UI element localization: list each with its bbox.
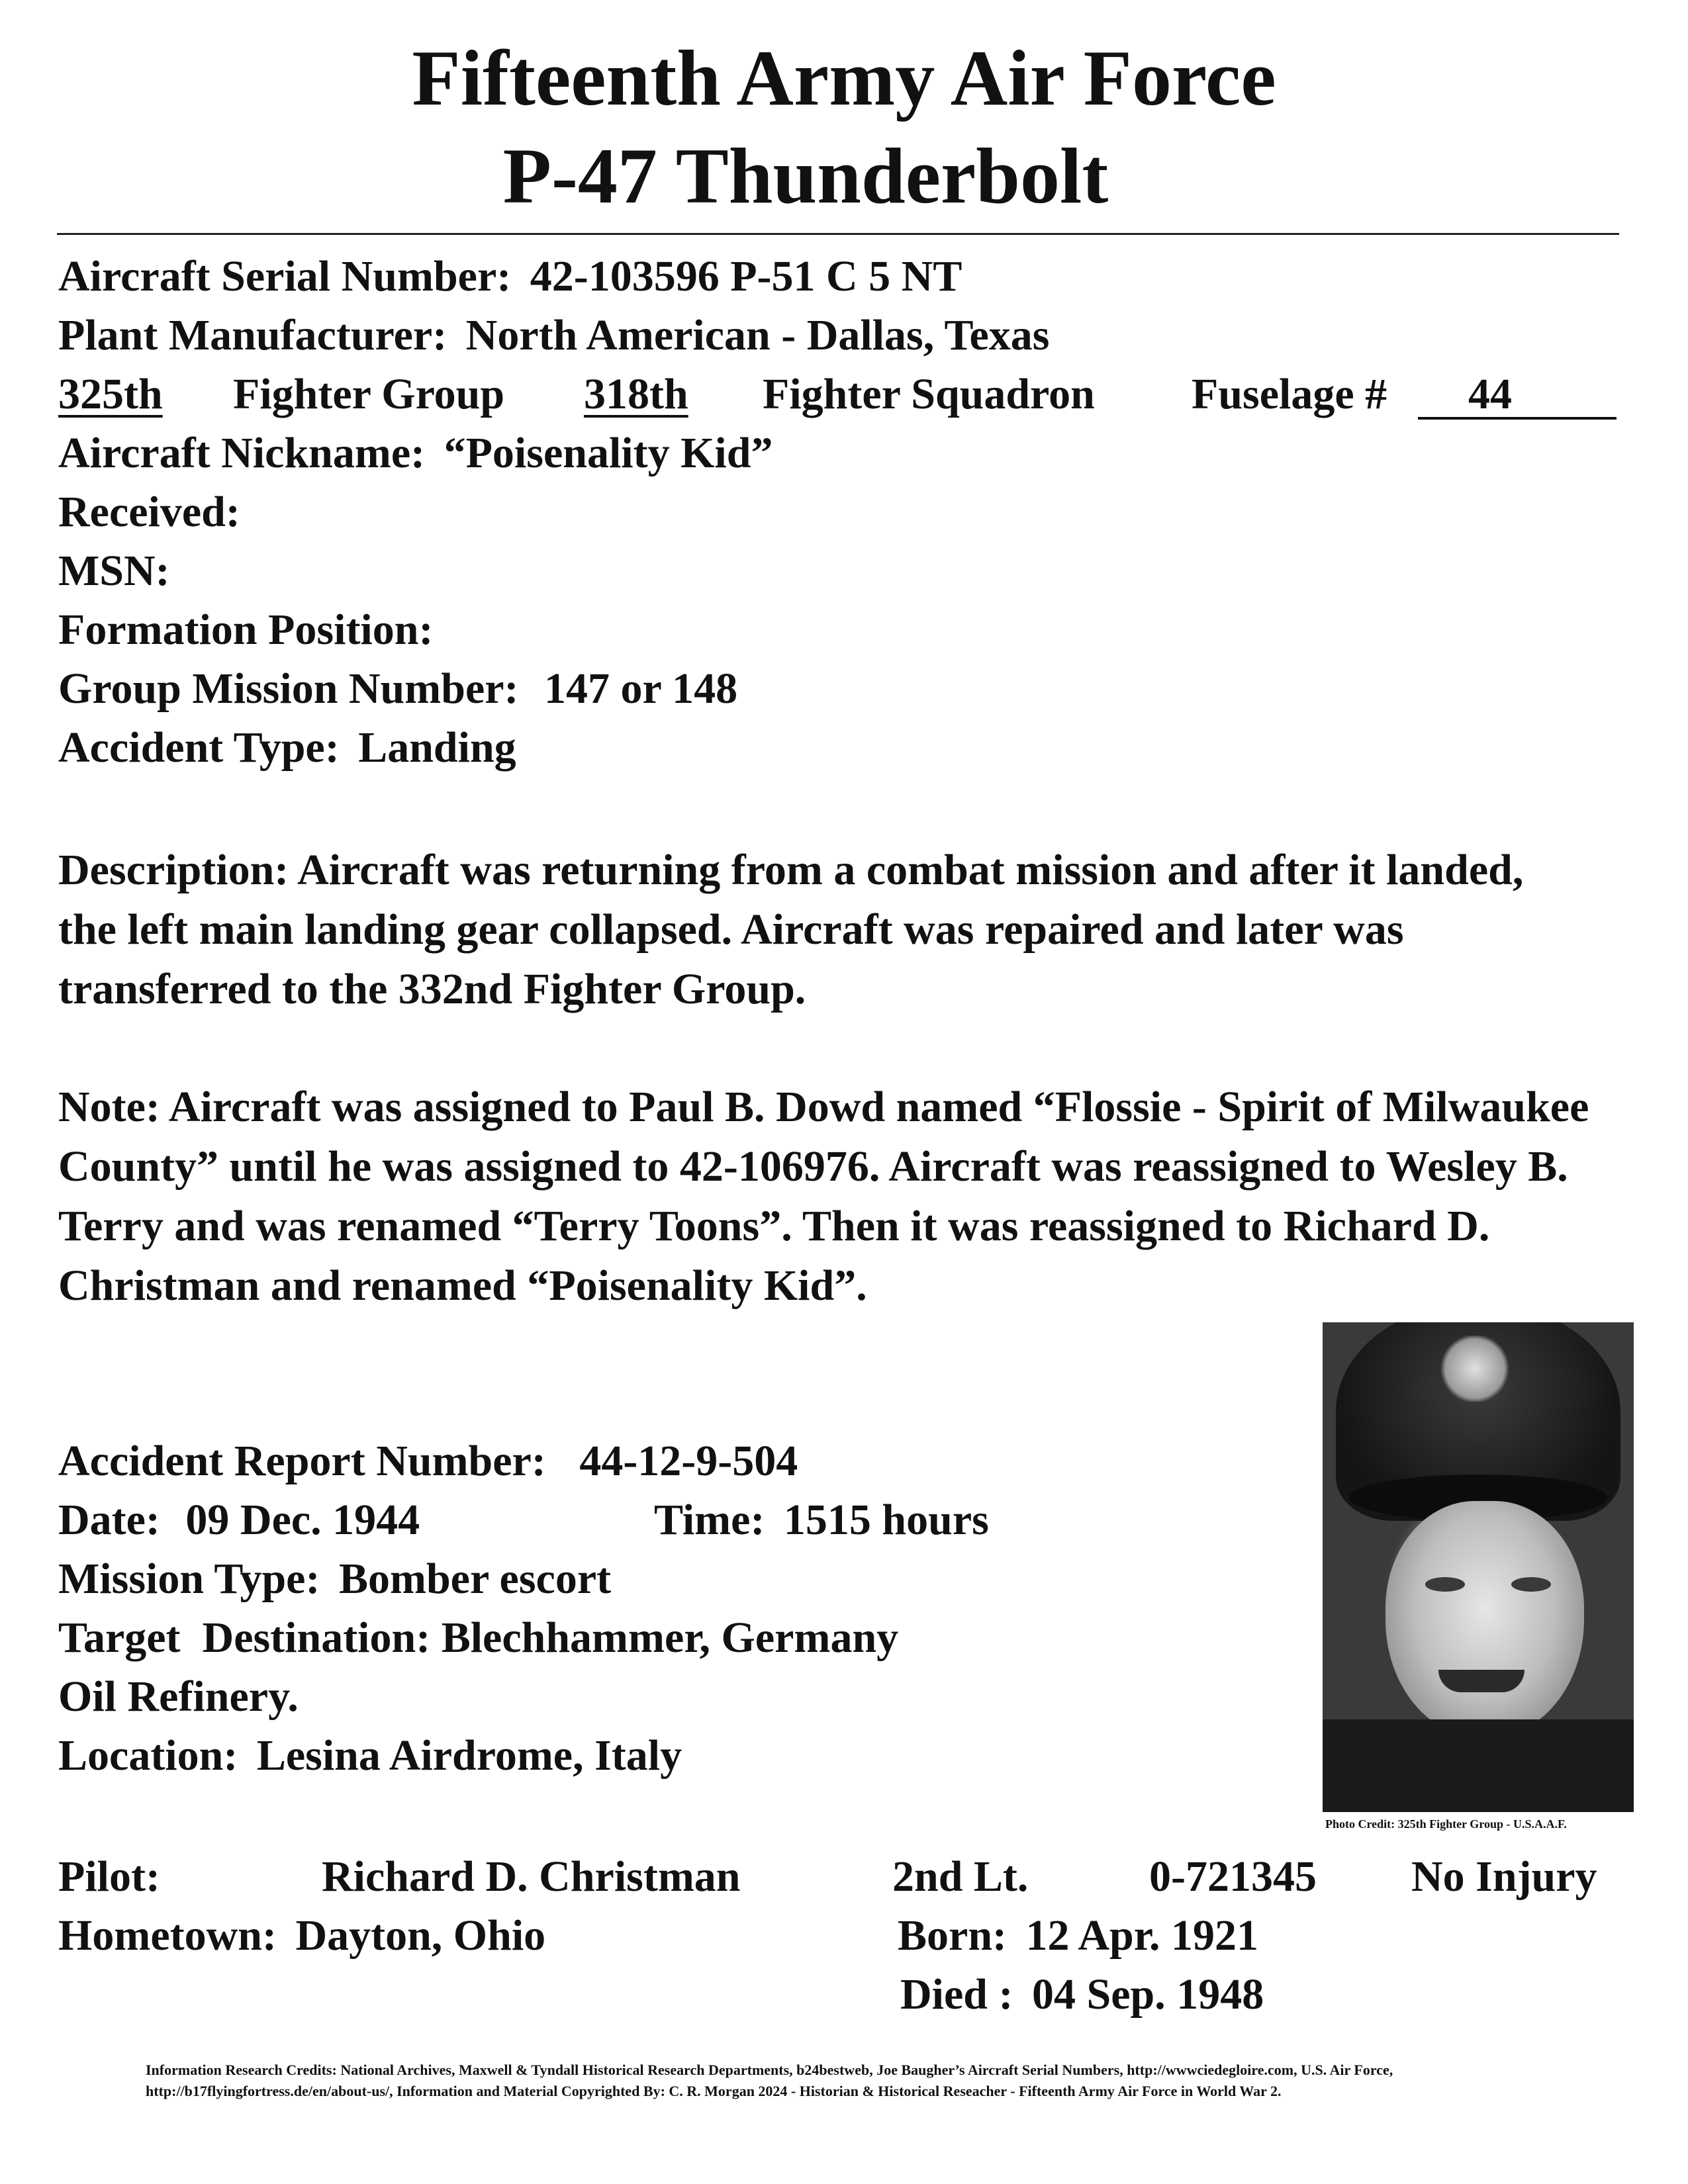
time-label: Time: [654,1496,765,1544]
page-title-line2: P-47 Thunderbolt [502,132,1109,220]
target-label: Target Destination: [58,1614,431,1662]
description-text: Aircraft was returning from a combat mission and after it landed, the left main landing gear collapsed. Aircraft was repaired and later was transferred to the 332nd Fighter Group. [58,846,1524,1013]
died-label: Died : [900,1970,1013,2019]
accident-type-value: Landing [358,723,516,772]
photo-credit: Photo Credit: 325th Fighter Group - U.S.A.A.F. [1325,1817,1567,1831]
report-number-row [58,1435,798,1488]
serial-row [58,250,962,303]
jacket-shape [1323,1719,1634,1812]
mission-type-value: Bomber escort [338,1555,612,1603]
date-label: Date: [58,1496,160,1544]
location-value: Lesina Airdrome, Italy [256,1731,682,1780]
description-paragraph [58,841,1581,1019]
died-row [900,1968,1264,2021]
mission-type-label: Mission Type: [58,1555,320,1603]
smile [1438,1670,1524,1692]
hometown-value: Dayton, Ohio [295,1911,546,1960]
description-label: Description: [58,846,289,894]
target-row [58,1612,898,1664]
report-number-label: Accident Report Number: [58,1437,546,1485]
target-value: Blechhammer, Germany [441,1614,899,1662]
pilot-photo [1323,1322,1634,1812]
mission-type-row [58,1553,611,1606]
note-paragraph [58,1077,1673,1316]
note-label: Note: [58,1083,160,1131]
plant-row [58,309,1050,362]
left-eye [1425,1577,1465,1592]
pilot-name: Richard D. Christman [322,1852,741,1901]
serial-label: Aircraft Serial Number: [58,252,512,300]
title-divider [57,233,1619,235]
accident-type-label: Accident Type: [58,723,340,772]
msn-label: MSN: [58,547,170,595]
location-row [58,1729,682,1782]
target-value-2: Oil Refinery. [58,1672,299,1721]
fuselage-label: Fuselage # [1192,370,1387,418]
plant-value: North American - Dallas, Texas [465,311,1050,359]
date-row [58,1494,420,1547]
received-label: Received: [58,488,240,536]
time-value: 1515 hours [783,1496,989,1544]
fuselage-value: 44 [1468,370,1512,418]
plant-label: Plant Manufacturer: [58,311,447,359]
squadron-value: 318th [584,370,688,418]
group-value: 325th [58,370,163,418]
born-label: Born: [898,1911,1007,1960]
born-row [898,1909,1258,1962]
face-shape [1385,1501,1584,1739]
pilot-serial: 0-721345 [1149,1852,1317,1901]
pilot-label: Pilot: [58,1852,160,1901]
report-number-value: 44-12-9-504 [579,1437,798,1485]
page-title-line1: Fifteenth Army Air Force [412,34,1276,122]
hometown-label: Hometown: [58,1911,277,1960]
serial-value: 42-103596 P-51 C 5 NT [530,252,962,300]
group-row [58,368,196,421]
formation-label: Formation Position: [58,606,434,654]
research-credits: Information Research Credits: National Archives, Maxwell & Tyndall Historical Research Departments, b24bestweb, Joe Baugher’s Aircraft Serial Numbers, http://wwwciedegloire.com, U.S. Air Force, http://b17flyingfortress.de/en/about-us/, Information and Material Copyrighted By: C. R. Morgan 2024 - Historian & Historical Reseacher - Fifteenth Army Air Force in World War 2. [146,2062,1393,2099]
nickname-label: Aircraft Nickname: [58,429,426,477]
died-value: 04 Sep. 1948 [1031,1970,1264,2019]
cap-badge [1438,1336,1511,1402]
nickname-row [58,427,773,480]
note-text: Aircraft was assigned to Paul B. Dowd named “Flossie - Spirit of Milwaukee County” until he was assigned to 42-106976. Aircraft was reassigned to Wesley B. Terry and was renamed “Terry Toons”. Then it was reassigned to Richard D. Christman and renamed “Poisenality Kid”. [58,1083,1589,1310]
pilot-rank: 2nd Lt. [892,1852,1029,1901]
born-value: 12 Apr. 1921 [1025,1911,1258,1960]
pilot-status: No Injury [1411,1852,1597,1901]
fuselage-field [1418,368,1617,420]
right-eye [1511,1577,1551,1592]
hometown-row [58,1909,545,1962]
mission-number-row [58,662,737,715]
time-row [654,1494,989,1547]
mission-number-value: 147 or 148 [544,664,738,713]
date-value: 09 Dec. 1944 [185,1496,420,1544]
mission-number-label: Group Mission Number: [58,664,519,713]
nickname-value: “Poisenality Kid” [444,429,773,477]
location-label: Location: [58,1731,238,1780]
group-label: Fighter Group [233,370,505,418]
accident-type-row [58,721,516,774]
squadron-label: Fighter Squadron [763,370,1095,418]
